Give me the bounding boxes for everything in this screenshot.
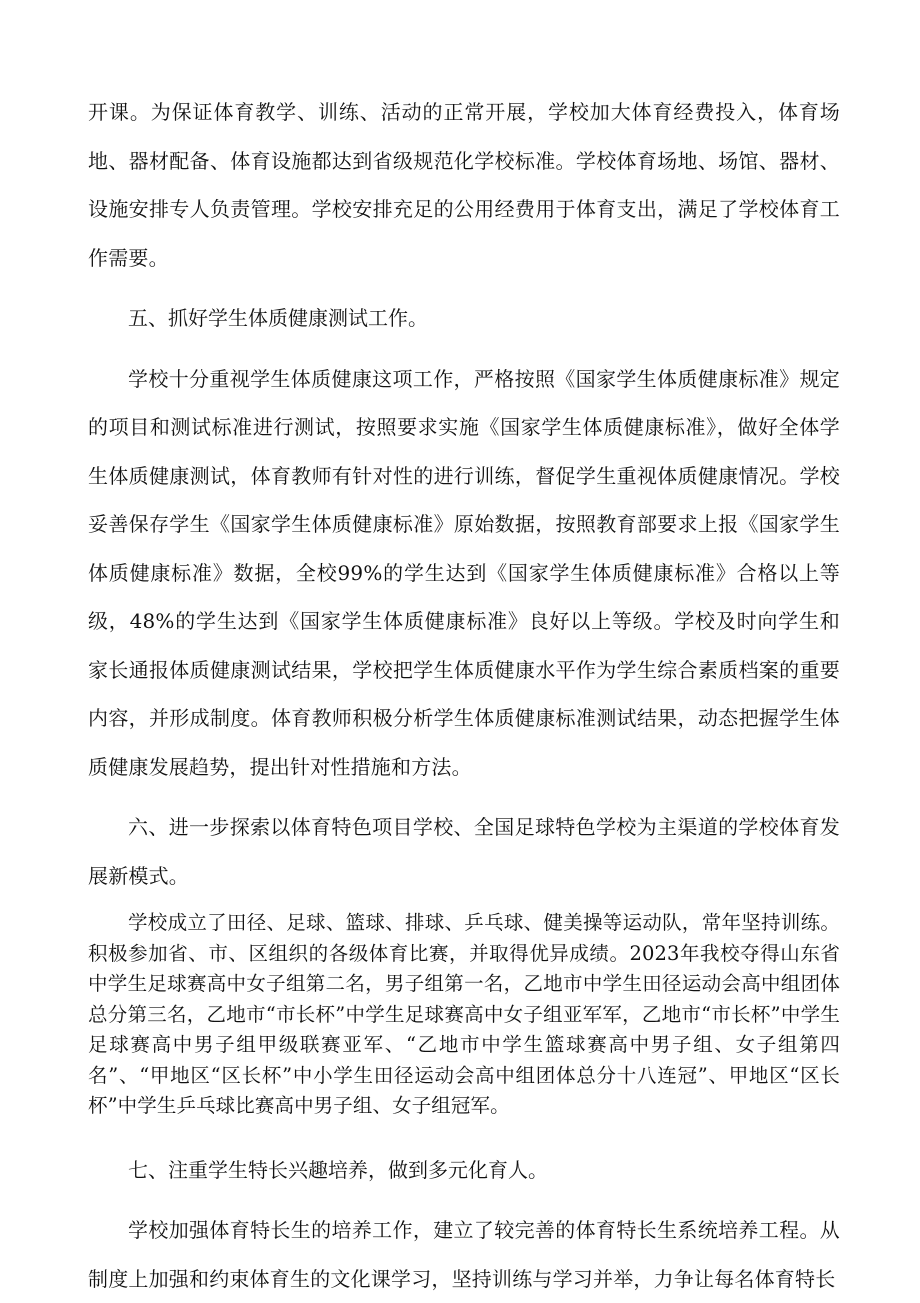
spacer: [88, 343, 840, 355]
spacer: [88, 282, 840, 294]
paragraph-health-testing: 学校十分重视学生体质健康这项工作，严格按照《国家学生体质健康标准》规定的项目和测试标准进行测试，按照要求实施《国家学生体质健康标准》，做好全体学生体质健康测试，体育教师有针对性的进行训练，督促学生重视体质健康情况。学校妥善保存学生《国家学生体质健康标准》原始数据，按照教育部要求上报《国家学生体质健康标准》数据，全校99%的学生达到《国家学生体质健康标准》合格以上等级，48%的学生达到《国家学生体质健康标准》良好以上等级。学校及时向学生和家长通报体质健康测试结果，学校把学生体质健康水平作为学生综合素质档案的重要内容，并形成制度。体育教师积极分析学生体质健康标准测试结果，动态把握学生体质健康发展趋势，提出针对性措施和方法。: [88, 366, 840, 779]
heading-section-5: 五、抓好学生体质健康测试工作。: [128, 306, 428, 330]
heading-section-6: 六、进一步探索以体育特色项目学校、全国足球特色学校为主渠道的学校体育发展新模式。: [88, 815, 840, 888]
paragraph-funding: 开课。为保证体育教学、训练、活动的正常开展，学校加大体育经费投入，体育场地、器材配备、体育设施都达到省级规范化学校标准。学校体育场地、场馆、器材、设施安排专人负责管理。学校安排充足的公用经费用于体育支出，满足了学校体育工作需要。: [88, 100, 840, 270]
spacer: [88, 791, 840, 803]
paragraph-sports-teams: 学校成立了田径、足球、篮球、排球、乒乓球、健美操等运动队，常年坚持训练。积极参加省、市、区组织的各级体育比赛，并取得优异成绩。2023年我校夺得山东省中学生足球赛高中女子组第二名，男子组第一名，乙地市中学生田径运动会高中组团体总分第三名，乙地市“市长杯”中学生足球赛高中女子组亚军军，乙地市“市长杯”中学生足球赛高中男子组甲级联赛亚军、“乙地市中学生篮球赛高中男子组、女子组第四名”、“甲地区“区长杯”中小学生田径运动会高中组团体总分十八连冠”、甲地区“区长杯”中学生乒乓球比赛高中男子组、女子组冠军。: [88, 911, 840, 1117]
paragraph-talent-training: 学校加强体育特长生的培养工作，建立了较完善的体育特长生系统培养工程。从制度上加强和约束体育生的文化课学习，坚持训练与学习并举，力争让每名体育特长: [88, 1218, 840, 1291]
spacer: [88, 1194, 840, 1206]
heading-section-7: 七、注重学生特长兴趣培养，做到多元化育人。: [128, 1157, 548, 1182]
spacer: [88, 1130, 840, 1146]
